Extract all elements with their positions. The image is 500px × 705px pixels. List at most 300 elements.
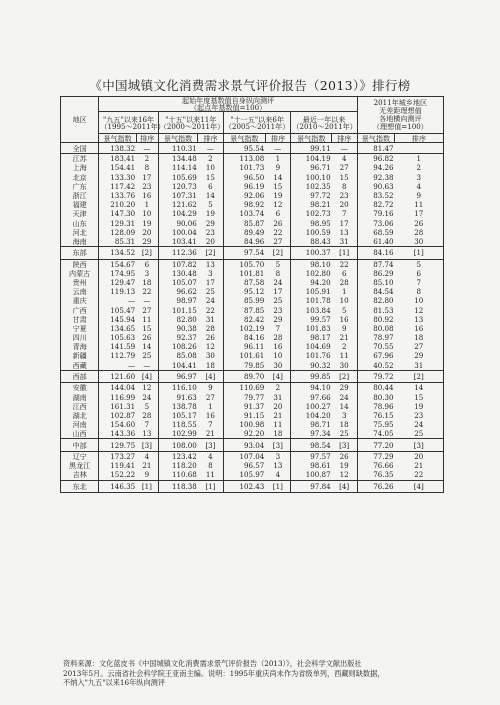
index-1: 183.41 bbox=[110, 154, 136, 164]
summary-rank-5: [1] bbox=[395, 247, 444, 260]
index-5: 80.08 bbox=[373, 323, 394, 333]
table-row bbox=[61, 383, 444, 393]
header-period-2 bbox=[158, 112, 223, 134]
rank-2: 6 bbox=[198, 182, 224, 191]
rank-2: 29 bbox=[198, 219, 224, 228]
region-name: 重庆 bbox=[61, 296, 99, 305]
index-1: 129.47 bbox=[110, 277, 136, 287]
index-2: 102.99 bbox=[171, 429, 197, 439]
index-4: 97.57 bbox=[310, 451, 331, 461]
summary-index-5: 77.20 bbox=[357, 439, 394, 452]
rank-2: 19 bbox=[198, 209, 224, 218]
header-period-3-years: （2005～2011年） bbox=[224, 121, 290, 131]
header-ideal bbox=[357, 97, 443, 134]
summary-index-1: 129.75 bbox=[99, 439, 136, 452]
summary-rank-2: [3] bbox=[198, 439, 224, 452]
table-row bbox=[61, 351, 444, 360]
summary-rank-1: [4] bbox=[136, 370, 158, 383]
table-row bbox=[61, 402, 444, 411]
rank-3: 1 bbox=[265, 154, 291, 164]
source-note-line-1: 资料来源：文化蓝皮书《中国城镇文化消费需求景气评价报告（2013）》，社会科学文献出版社 bbox=[63, 659, 362, 668]
rank-1: 19 bbox=[136, 219, 158, 228]
table-row bbox=[61, 470, 444, 480]
table-row bbox=[61, 361, 444, 371]
summary-rank-1: [1] bbox=[136, 480, 158, 493]
summary-index-4: 97.84 bbox=[291, 480, 332, 493]
rank-2: 14 bbox=[198, 191, 224, 200]
rank-5: 21 bbox=[395, 461, 444, 470]
rank-4: 13 bbox=[332, 228, 358, 237]
rank-2: 13 bbox=[198, 259, 224, 269]
index-2: 123.42 bbox=[171, 451, 197, 461]
rank-5: 28 bbox=[395, 228, 444, 237]
index-3: 85.99 bbox=[243, 296, 265, 306]
header-rank-2: 排序 bbox=[198, 134, 224, 143]
region-name: 山东 bbox=[61, 219, 99, 228]
table-row bbox=[61, 200, 444, 209]
table-row bbox=[61, 451, 444, 461]
rank-2: 8 bbox=[198, 461, 224, 470]
index-4: 102.80 bbox=[305, 268, 331, 278]
national-index-2: 110.31 bbox=[171, 143, 197, 153]
index-5: 61.40 bbox=[373, 236, 394, 246]
rank-2: 12 bbox=[198, 342, 224, 351]
region-summary-row bbox=[61, 439, 444, 452]
table-row bbox=[61, 333, 444, 342]
summary-index-5: 84.16 bbox=[357, 247, 394, 260]
rank-1: 13 bbox=[136, 429, 158, 439]
index-4: 104.20 bbox=[305, 410, 331, 420]
rank-2: 22 bbox=[198, 306, 224, 315]
summary-index-2: 108.00 bbox=[158, 439, 198, 452]
index-5: 86.29 bbox=[373, 268, 394, 278]
rank-3: 31 bbox=[265, 393, 291, 402]
index-3: 101.73 bbox=[239, 163, 265, 173]
index-1: 161.31 bbox=[110, 401, 136, 411]
index-5: 76.35 bbox=[373, 470, 394, 480]
summary-index-4: 99.85 bbox=[291, 370, 332, 383]
header-rank-4: 排序 bbox=[332, 134, 358, 143]
rank-4: 7 bbox=[332, 209, 358, 218]
region-name: 海南 bbox=[61, 237, 99, 247]
header-index-4: 景气指数 bbox=[291, 134, 332, 143]
table-row bbox=[61, 269, 444, 278]
rank-1: 29 bbox=[136, 237, 158, 247]
index-1: 119.13 bbox=[110, 287, 136, 297]
index-3: 84.16 bbox=[243, 333, 265, 343]
index-1: 133.76 bbox=[110, 190, 136, 200]
index-5: 78.96 bbox=[373, 401, 394, 411]
index-2: 100.04 bbox=[171, 227, 197, 237]
region-name: 内蒙古 bbox=[61, 269, 99, 278]
rank-4: 18 bbox=[332, 420, 358, 429]
region-name: 辽宁 bbox=[61, 451, 99, 461]
rank-1: 15 bbox=[136, 324, 158, 333]
header-rank-3: 排序 bbox=[265, 134, 291, 143]
index-2: 91.63 bbox=[176, 392, 197, 402]
region-name: 北京 bbox=[61, 173, 99, 182]
rank-3: 28 bbox=[265, 333, 291, 342]
summary-index-5: 76.26 bbox=[357, 480, 394, 493]
summary-rank-5: [3] bbox=[395, 439, 444, 452]
national-name: 全国 bbox=[61, 143, 99, 154]
rank-1: 8 bbox=[136, 163, 158, 172]
index-2: 98.97 bbox=[176, 296, 197, 306]
index-3: 85.87 bbox=[243, 218, 265, 228]
index-4: 100.27 bbox=[305, 401, 331, 411]
rank-5: 3 bbox=[395, 173, 444, 182]
index-5: 85.10 bbox=[373, 277, 394, 287]
index-5: 84.54 bbox=[373, 287, 394, 297]
rank-2: 5 bbox=[198, 200, 224, 209]
index-1: 210.20 bbox=[110, 200, 136, 210]
national-index-4: 99.11 bbox=[310, 143, 331, 153]
rank-3: 20 bbox=[265, 402, 291, 411]
header-ideal-line4: （理想值=100） bbox=[372, 122, 428, 132]
index-2: 107.82 bbox=[171, 259, 197, 269]
rank-5: 1 bbox=[395, 154, 444, 164]
rank-3: 17 bbox=[265, 287, 291, 296]
rank-3: 3 bbox=[265, 451, 291, 461]
index-1: 154.60 bbox=[110, 420, 136, 430]
index-2: 85.08 bbox=[176, 351, 197, 361]
region-name: 吉林 bbox=[61, 470, 99, 480]
index-2: 104.29 bbox=[171, 209, 197, 219]
summary-index-4: 98.54 bbox=[291, 439, 332, 452]
header-region: 地区 bbox=[61, 97, 99, 143]
rank-3: 7 bbox=[265, 324, 291, 333]
rank-4: 1 bbox=[332, 287, 358, 296]
index-1: 145.94 bbox=[110, 314, 136, 324]
rank-2: 16 bbox=[198, 411, 224, 420]
index-4: 100.59 bbox=[305, 227, 331, 237]
rank-5: 26 bbox=[395, 219, 444, 228]
rank-1: 7 bbox=[136, 420, 158, 429]
rank-5: 31 bbox=[395, 361, 444, 371]
region-name: 广西 bbox=[61, 306, 99, 315]
rank-1: 17 bbox=[136, 173, 158, 182]
rank-1: 14 bbox=[136, 342, 158, 351]
rank-5: 22 bbox=[395, 470, 444, 480]
rank-2: 11 bbox=[198, 470, 224, 480]
rank-1: 10 bbox=[136, 209, 158, 218]
summary-region-name: 东部 bbox=[61, 247, 99, 260]
header-index-3: 景气指数 bbox=[223, 134, 265, 143]
rank-4: 15 bbox=[332, 173, 358, 182]
index-3: 96.19 bbox=[243, 181, 265, 191]
index-5: 75.95 bbox=[373, 420, 394, 430]
national-rank-5 bbox=[395, 143, 444, 154]
summary-rank-3: [4] bbox=[265, 370, 291, 383]
rank-3: 29 bbox=[265, 315, 291, 324]
index-1: 152.22 bbox=[110, 470, 136, 480]
index-2: 110.68 bbox=[171, 470, 197, 480]
rank-4: 23 bbox=[332, 191, 358, 200]
rank-3: 24 bbox=[265, 278, 291, 287]
index-1: 129.31 bbox=[110, 218, 136, 228]
summary-index-3: 93.04 bbox=[223, 439, 265, 452]
index-5: 96.82 bbox=[373, 154, 394, 164]
table-row bbox=[61, 182, 444, 191]
region-name: 天津 bbox=[61, 209, 99, 218]
rank-4: 25 bbox=[332, 429, 358, 439]
index-4: 97.34 bbox=[310, 429, 331, 439]
index-3: 92.20 bbox=[243, 429, 265, 439]
rank-5: 17 bbox=[395, 209, 444, 218]
source-note-line-2: 2013年5月。云南省社会科学院王亚南主编。说明：1995年重庆尚未作为省级单列，西藏则缺数据， bbox=[63, 668, 385, 678]
index-4: 103.84 bbox=[305, 305, 331, 315]
index-1: 154.67 bbox=[110, 259, 136, 269]
index-2: 82.80 bbox=[176, 314, 197, 324]
index-4: 98.21 bbox=[310, 200, 331, 210]
index-3: 110.69 bbox=[239, 383, 265, 393]
region-name: 河南 bbox=[61, 420, 99, 429]
index-4: 96.71 bbox=[310, 163, 331, 173]
rank-5: 20 bbox=[395, 451, 444, 461]
index-4: 104.19 bbox=[305, 154, 331, 164]
rank-2: 27 bbox=[198, 393, 224, 402]
table-row bbox=[61, 411, 444, 420]
index-5: 68.59 bbox=[373, 227, 394, 237]
rank-2: 10 bbox=[198, 163, 224, 172]
index-1: 141.59 bbox=[110, 342, 136, 352]
index-3: 96.50 bbox=[243, 172, 265, 182]
index-1: 133.30 bbox=[110, 172, 136, 182]
rank-2: 28 bbox=[198, 324, 224, 333]
rank-4: 28 bbox=[332, 278, 358, 287]
rank-2: 30 bbox=[198, 351, 224, 360]
page-title: 《中国城镇文化消费需求景气评价报告（2013）》排行榜 bbox=[89, 78, 411, 93]
rank-3: 9 bbox=[265, 163, 291, 172]
index-3: 107.04 bbox=[239, 451, 265, 461]
index-1: 144.04 bbox=[110, 383, 136, 393]
region-name: 浙江 bbox=[61, 191, 99, 200]
table-row bbox=[61, 461, 444, 470]
index-2: 134.48 bbox=[171, 154, 197, 164]
national-rank-3: — bbox=[265, 143, 291, 154]
region-name: 福建 bbox=[61, 200, 99, 209]
rank-1: 23 bbox=[136, 182, 158, 191]
region-name: 青海 bbox=[61, 342, 99, 351]
rank-3: 25 bbox=[265, 296, 291, 305]
national-rank-1: — bbox=[136, 143, 158, 154]
index-4: 101.78 bbox=[305, 296, 331, 306]
summary-index-3: 97.54 bbox=[223, 247, 265, 260]
index-5: 81.53 bbox=[373, 305, 394, 315]
rank-4: 22 bbox=[332, 259, 358, 269]
table-row bbox=[61, 342, 444, 351]
index-5: 82.72 bbox=[373, 200, 394, 210]
header-period-2-title: "十五"以来11年 bbox=[165, 114, 217, 124]
rank-5: 24 bbox=[395, 420, 444, 429]
rank-5: 15 bbox=[395, 393, 444, 402]
rank-3: 14 bbox=[265, 173, 291, 182]
index-1: 85.31 bbox=[114, 236, 136, 246]
table-row bbox=[61, 237, 444, 247]
rank-5: 11 bbox=[395, 200, 444, 209]
region-name: 新疆 bbox=[61, 351, 99, 360]
index-3: 87.58 bbox=[243, 277, 265, 287]
rank-1: 6 bbox=[136, 259, 158, 269]
summary-index-2: 96.97 bbox=[158, 370, 198, 383]
rank-2: 1 bbox=[198, 402, 224, 411]
rank-2: 15 bbox=[198, 173, 224, 182]
table-row bbox=[61, 429, 444, 439]
national-index-1: 138.32 bbox=[110, 143, 136, 153]
rank-3: 2 bbox=[265, 383, 291, 393]
index-5: 80.44 bbox=[373, 383, 394, 393]
table-row bbox=[61, 259, 444, 269]
index-3: 91.37 bbox=[243, 401, 265, 411]
rank-3: 23 bbox=[265, 306, 291, 315]
index-1: 134.65 bbox=[110, 323, 136, 333]
table-row bbox=[61, 296, 444, 305]
summary-rank-1: [3] bbox=[136, 439, 158, 452]
table-row bbox=[61, 191, 444, 200]
index-1: 112.79 bbox=[110, 351, 136, 361]
index-5: 80.92 bbox=[373, 314, 394, 324]
summary-rank-2: [4] bbox=[198, 370, 224, 383]
summary-rank-5: [4] bbox=[395, 480, 444, 493]
rank-1: 24 bbox=[136, 393, 158, 402]
rank-1: 1 bbox=[136, 200, 158, 209]
index-5: 76.66 bbox=[373, 461, 394, 471]
rank-5: 4 bbox=[395, 182, 444, 191]
rank-5: 27 bbox=[395, 342, 444, 351]
rank-3: 19 bbox=[265, 191, 291, 200]
index-5: 94.26 bbox=[373, 163, 394, 173]
rank-1: 26 bbox=[136, 333, 158, 342]
rank-4: 29 bbox=[332, 383, 358, 393]
index-1: 173.27 bbox=[110, 451, 136, 461]
index-3: 101.61 bbox=[239, 351, 265, 361]
index-4: 101.83 bbox=[305, 323, 331, 333]
index-5: 70.55 bbox=[373, 342, 394, 352]
table-row bbox=[61, 228, 444, 237]
national-index-3: 95.54 bbox=[243, 143, 265, 153]
index-4: 102.73 bbox=[305, 209, 331, 219]
index-1: 128.09 bbox=[110, 227, 136, 237]
rank-2: 17 bbox=[198, 278, 224, 287]
summary-rank-4: [3] bbox=[332, 439, 358, 452]
rank-1: 3 bbox=[136, 269, 158, 278]
rank-4: 17 bbox=[332, 219, 358, 228]
index-5: 73.06 bbox=[373, 218, 394, 228]
index-2: 116.10 bbox=[171, 383, 197, 393]
summary-rank-4: [2] bbox=[332, 370, 358, 383]
summary-index-2: 118.38 bbox=[158, 480, 198, 493]
source-note bbox=[63, 659, 448, 688]
header-period-3-title: "十一五"以来6年 bbox=[230, 114, 284, 124]
region-name: 山西 bbox=[61, 429, 99, 439]
index-5: 87.74 bbox=[373, 259, 394, 269]
index-4: 101.76 bbox=[305, 351, 331, 361]
index-5: 77.29 bbox=[373, 451, 394, 461]
national-index-5: 81.47 bbox=[373, 143, 394, 153]
index-2: 96.62 bbox=[176, 287, 197, 297]
table-row bbox=[61, 306, 444, 315]
rank-2: 7 bbox=[198, 420, 224, 429]
index-4: 97.72 bbox=[310, 190, 331, 200]
header-period-4-title: 最近一年以来 bbox=[302, 114, 346, 124]
index-2: 105.17 bbox=[171, 410, 197, 420]
rank-1: 9 bbox=[136, 470, 158, 480]
index-3: 105.70 bbox=[239, 259, 265, 269]
table-row bbox=[61, 287, 444, 296]
index-3: 79.77 bbox=[243, 392, 265, 402]
index-4: 88.43 bbox=[310, 236, 331, 246]
rank-2: 31 bbox=[198, 315, 224, 324]
index-5: 74.05 bbox=[373, 429, 394, 439]
rank-4: 19 bbox=[332, 461, 358, 470]
rank-4: 10 bbox=[332, 296, 358, 305]
rank-3: 30 bbox=[265, 361, 291, 371]
index-2: 108.26 bbox=[171, 342, 197, 352]
index-1: 174.95 bbox=[110, 268, 136, 278]
rank-2: 9 bbox=[198, 383, 224, 393]
index-4: 100.10 bbox=[305, 172, 331, 182]
rank-2: 2 bbox=[198, 154, 224, 164]
index-3: 103.74 bbox=[239, 209, 265, 219]
index-4: 104.69 bbox=[305, 342, 331, 352]
rank-1: 4 bbox=[136, 451, 158, 461]
rank-5: 6 bbox=[395, 269, 444, 278]
region-name: 西藏 bbox=[61, 361, 99, 371]
region-name: 陕西 bbox=[61, 259, 99, 269]
index-2: 101.15 bbox=[171, 305, 197, 315]
region-name: 广东 bbox=[61, 182, 99, 191]
index-5: 40.52 bbox=[373, 360, 394, 370]
rank-1: 22 bbox=[136, 287, 158, 296]
rank-4: 31 bbox=[332, 237, 358, 247]
summary-index-1: 121.60 bbox=[99, 370, 136, 383]
table-row bbox=[61, 219, 444, 228]
index-2: 90.06 bbox=[176, 218, 197, 228]
source-note-line-3: 不纳入"九五"以来16年纵向测评 bbox=[63, 678, 166, 687]
index-3: 89.49 bbox=[243, 227, 265, 237]
index-3: 113.08 bbox=[239, 154, 265, 164]
rank-1: 18 bbox=[136, 278, 158, 287]
region-name: 江苏 bbox=[61, 154, 99, 164]
index-2: 130.48 bbox=[171, 268, 197, 278]
index-4: 97.66 bbox=[310, 392, 331, 402]
rank-3: 13 bbox=[265, 461, 291, 470]
region-name: 安徽 bbox=[61, 383, 99, 393]
index-1: 105.47 bbox=[110, 305, 136, 315]
summary-index-1: 134.52 bbox=[99, 247, 136, 260]
index-3: 79.85 bbox=[243, 360, 265, 370]
region-name: 四川 bbox=[61, 333, 99, 342]
index-3: 91.15 bbox=[243, 410, 265, 420]
index-1: 154.41 bbox=[110, 163, 136, 173]
index-5: 82.80 bbox=[373, 296, 394, 306]
rank-5: 29 bbox=[395, 351, 444, 360]
index-3: 95.12 bbox=[243, 287, 265, 297]
rank-2: 26 bbox=[198, 333, 224, 342]
rank-5: 25 bbox=[395, 429, 444, 439]
index-2: 104.41 bbox=[171, 360, 197, 370]
index-2: 121.62 bbox=[171, 200, 197, 210]
header-rank-5: 排序 bbox=[395, 134, 444, 143]
index-3: 96.57 bbox=[243, 461, 265, 471]
rank-4: 4 bbox=[332, 154, 358, 164]
header-period-4-years: （2010～2011年） bbox=[292, 121, 357, 131]
summary-index-1: 146.35 bbox=[99, 480, 136, 493]
index-2: 92.37 bbox=[176, 333, 197, 343]
summary-rank-2: [1] bbox=[198, 480, 224, 493]
summary-region-name: 东北 bbox=[61, 480, 99, 493]
summary-index-3: 102.43 bbox=[223, 480, 265, 493]
